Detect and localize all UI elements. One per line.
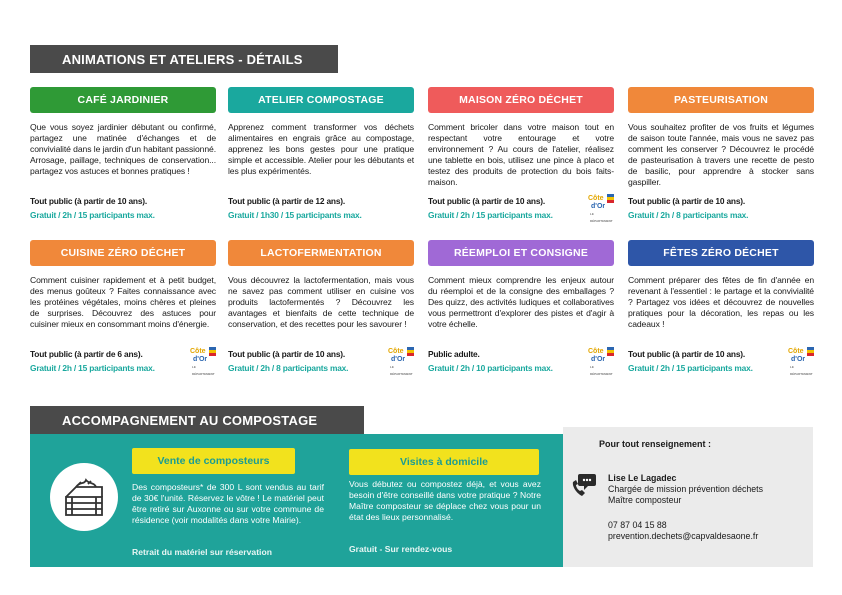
workshop-card xyxy=(228,240,414,376)
workshop-title xyxy=(628,240,814,266)
logo-flag-icon xyxy=(807,347,814,356)
workshop-title-text: CAFÉ JARDINIER xyxy=(77,94,169,106)
contact-email[interactable]: prevention.dechets@capvaldesaone.fr xyxy=(608,531,759,541)
logo-word-2: d'Or xyxy=(391,356,406,363)
contact-details xyxy=(608,520,758,542)
workshop-price: Gratuit / 2h / 8 participants max. xyxy=(228,363,349,373)
workshop-title-text: CUISINE ZÉRO DÉCHET xyxy=(60,247,186,259)
workshop-card xyxy=(428,87,614,223)
contact-name: Lise Le Lagadec xyxy=(608,473,677,483)
contact-role-2: Maître composteur xyxy=(608,495,682,505)
workshop-footer xyxy=(30,196,216,220)
workshop-price: Gratuit / 2h / 15 participants max. xyxy=(628,363,753,373)
workshop-footer xyxy=(428,348,614,376)
logo-flag-icon xyxy=(407,347,414,356)
logo-word-2: d'Or xyxy=(591,203,606,210)
logo-word-1: Côte xyxy=(588,348,604,355)
logo-word-2: d'Or xyxy=(193,356,208,363)
workshop-footer xyxy=(628,196,814,220)
cote-dor-logo xyxy=(588,194,614,223)
workshop-footer xyxy=(228,348,414,376)
workshop-footer xyxy=(228,196,414,220)
logo-word-2: d'Or xyxy=(591,356,606,363)
logo-tag: LE DÉPARTEMENT xyxy=(390,365,413,376)
logo-tag: LE DÉPARTEMENT xyxy=(590,365,613,376)
workshop-title xyxy=(428,240,614,266)
workshop-price: Gratuit / 2h / 15 participants max. xyxy=(30,363,155,373)
workshop-audience: Tout public (à partir de 6 ans). xyxy=(30,349,143,359)
visites-title-text: Visites à domicile xyxy=(400,456,488,468)
workshop-card xyxy=(628,87,814,220)
workshop-card xyxy=(30,87,216,220)
logo-word-1: Côte xyxy=(190,348,206,355)
workshop-audience: Tout public (à partir de 10 ans). xyxy=(228,349,346,359)
workshop-title-text: PASTEURISATION xyxy=(674,94,768,106)
workshop-card xyxy=(228,87,414,220)
composter-icon xyxy=(50,463,118,531)
workshop-title-text: RÉEMPLOI ET CONSIGNE xyxy=(453,247,589,259)
logo-word-1: Côte xyxy=(388,348,404,355)
workshop-description: Apprenez comment transformer vos déchets alimentaires en engrais grâce au compostage, apprenez les bons gestes pour une pratique simple et accessible. Atelier pour les débutants et les plus expérimentés. xyxy=(228,122,414,177)
vente-title-text: Vente de composteurs xyxy=(157,455,270,467)
workshop-title-text: MAISON ZÉRO DÉCHET xyxy=(459,94,583,106)
logo-word-1: Côte xyxy=(788,348,804,355)
cote-dor-logo xyxy=(588,347,614,376)
vente-note: Retrait du matériel sur réservation xyxy=(132,547,272,557)
cote-dor-logo xyxy=(788,347,814,376)
contact-phone[interactable]: 07 87 04 15 88 xyxy=(608,520,667,530)
logo-tag: LE DÉPARTEMENT xyxy=(192,365,215,376)
logo-word-1: Côte xyxy=(588,195,604,202)
workshop-title xyxy=(30,240,216,266)
workshop-audience: Tout public (à partir de 12 ans). xyxy=(228,196,346,206)
workshop-price: Gratuit / 2h / 8 participants max. xyxy=(628,210,749,220)
cote-dor-logo xyxy=(388,347,414,376)
workshop-title xyxy=(228,240,414,266)
section-title-animations xyxy=(30,45,338,73)
workshop-price: Gratuit / 2h / 15 participants max. xyxy=(428,210,553,220)
logo-tag: LE DÉPARTEMENT xyxy=(790,365,813,376)
phone-chat-icon xyxy=(570,472,598,498)
workshop-audience: Tout public (à partir de 10 ans). xyxy=(628,349,746,359)
workshop-description: Comment préparer des fêtes de fin d'année en revenant à l'essentiel : le partage et la convivialité ? Partagez vos idées et découvrez de nouvelles pratiques pour la décoration, les repas ou les cadeaux ! xyxy=(628,275,814,330)
visites-domicile-title xyxy=(349,449,539,475)
logo-word-2: d'Or xyxy=(791,356,806,363)
workshop-footer xyxy=(628,348,814,376)
contact-title: Pour tout renseignement : xyxy=(599,439,712,449)
logo-flag-icon xyxy=(607,347,614,356)
workshop-title-text: FÊTES ZÉRO DÉCHET xyxy=(663,247,779,259)
contact-block xyxy=(608,473,763,506)
workshop-description: Vous découvrez la lactofermentation, mais vous ne savez pas comment utiliser en cuisine vos produits lactofermentés ? Découvrez les avantages et bienfaits de cette technique de conservation, et des recettes pour les savourer ! xyxy=(228,275,414,330)
logo-flag-icon xyxy=(607,194,614,203)
visites-note: Gratuit - Sur rendez-vous xyxy=(349,544,453,554)
workshop-title xyxy=(628,87,814,113)
workshop-description: Comment bricoler dans votre maison tout en respectant votre entourage et votre environnement ? Au cours de l'atelier, réalisez une tablette en bois, utilisez une pince à placo et testez des produits de protection du bois faits-maison. xyxy=(428,122,614,188)
logo-tag: LE DÉPARTEMENT xyxy=(590,212,613,223)
contact-role-1: Chargée de mission prévention déchets xyxy=(608,484,764,494)
section-title-compostage xyxy=(30,406,364,434)
section-title-text: ACCOMPAGNEMENT AU COMPOSTAGE xyxy=(62,412,318,428)
workshop-description: Comment mieux comprendre les enjeux autour du réemploi et de la consigne des emballages ? Des quizz, des activités ludiques et collaboratives vous permettront d'explorer des pistes et d'agir à votre échelle. xyxy=(428,275,614,330)
vente-description: Des composteurs* de 300 L sont vendus au tarif de 30€ l'unité. Réservez le vôtre ! Le matériel peut être retiré sur Auxonne ou sur votre commune de résidence (voir modalités dans votre Mairie). xyxy=(132,482,324,525)
workshop-description: Que vous soyez jardinier débutant ou confirmé, partagez une matinée d'échanges et de convivialité dans le jardin d'un habitant passionné. Arrosage, paillage, techniques de conservation... partagez vos astuces et bonnes pratiques ! xyxy=(30,122,216,177)
vente-composteurs-title xyxy=(132,448,295,474)
workshop-footer xyxy=(30,348,216,376)
workshop-audience: Public adulte. xyxy=(428,349,480,359)
workshop-price: Gratuit / 2h / 10 participants max. xyxy=(428,363,553,373)
workshop-audience: Tout public (à partir de 10 ans). xyxy=(428,196,546,206)
workshop-price: Gratuit / 2h / 15 participants max. xyxy=(30,210,155,220)
section-title-text: ANIMATIONS ET ATELIERS - DÉTAILS xyxy=(62,51,303,67)
workshop-title xyxy=(428,87,614,113)
workshop-footer xyxy=(428,195,614,223)
workshop-price: Gratuit / 1h30 / 15 participants max. xyxy=(228,210,362,220)
workshop-card xyxy=(30,240,216,376)
cote-dor-logo xyxy=(190,347,216,376)
workshop-description: Comment cuisiner rapidement et à petit budget, des menus goûteux ? Faites connaissance avec les protéines végétales, moins chères et pleines de surprises. Découvrez des astuces pour cuisiner mieux en consommant moins d'énergie. xyxy=(30,275,216,330)
workshop-card xyxy=(628,240,814,376)
workshop-card xyxy=(428,240,614,376)
visites-description: Vous débutez ou compostez déjà, et vous avez besoin d'être conseillé dans votre pratique ? Notre Maître composteur se déplace chez vous pour un état des lieux personnalisé. xyxy=(349,479,541,522)
workshop-title-text: LACTOFERMENTATION xyxy=(260,247,382,259)
logo-flag-icon xyxy=(209,347,216,356)
workshop-title-text: ATELIER COMPOSTAGE xyxy=(258,94,384,106)
workshop-audience: Tout public (à partir de 10 ans). xyxy=(628,196,746,206)
workshop-audience: Tout public (à partir de 10 ans). xyxy=(30,196,148,206)
workshop-description: Vous souhaitez profiter de vos fruits et légumes de saison toute l'année, mais vous ne savez pas comment les conserver ? Découvrez le procédé de pasteurisation à travers une recette de pesto de basilic, pour apprendre à stocker sans gaspiller. xyxy=(628,122,814,188)
workshop-title xyxy=(228,87,414,113)
workshop-title xyxy=(30,87,216,113)
